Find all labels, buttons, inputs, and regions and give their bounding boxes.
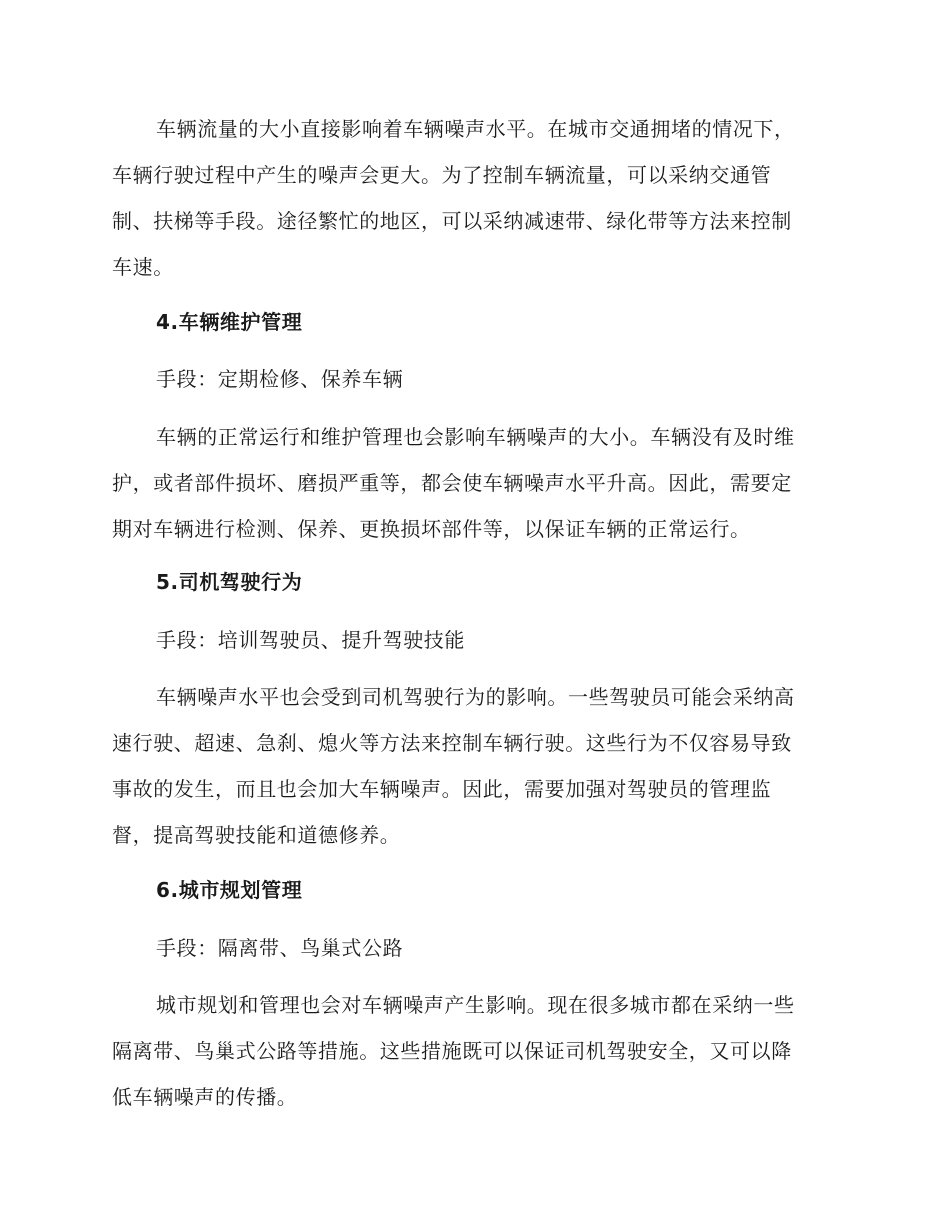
means-text: 手段：定期检修、保养车辆 [156,367,404,391]
paragraph-line: 护，或者部件损坏、磨损严重等，都会使车辆噪声水平升高。因此，需要定 [112,471,792,495]
section-heading-vehicle-maintenance [112,299,832,345]
section-heading-text: 5.司机驾驶行为 [156,570,303,594]
paragraph-line: 车速。 [112,255,174,279]
section-means-driver-behavior [112,617,832,663]
paragraph-driver-behavior [112,674,832,858]
section-means-urban-planning [112,925,832,971]
means-text: 手段：培训驾驶员、提升驾驶技能 [156,628,465,652]
paragraph-vehicle-maintenance [112,414,832,552]
paragraph-traffic-flow [112,106,832,290]
paragraph-urban-planning [112,982,832,1120]
paragraph-line: 车辆的正常运行和维护管理也会影响车辆噪声的大小。车辆没有及时维 [156,425,795,449]
paragraph-line: 督，提高驾驶技能和道德修养。 [112,823,401,847]
paragraph-line: 低车辆噪声的传播。 [112,1085,298,1109]
paragraph-line: 制、扶梯等手段。途径繁忙的地区，可以采纳减速带、绿化带等方法来控制 [112,209,792,233]
means-text: 手段：隔离带、鸟巢式公路 [156,936,404,960]
section-heading-driver-behavior [112,559,832,605]
paragraph-line: 车辆噪声水平也会受到司机驾驶行为的影响。一些驾驶员可能会采纳高 [156,685,795,709]
section-heading-urban-planning [112,867,832,913]
paragraph-line: 城市规划和管理也会对车辆噪声产生影响。现在很多城市都在采纳一些 [156,993,795,1017]
section-heading-text: 4.车辆维护管理 [156,310,303,334]
section-heading-text: 6.城市规划管理 [156,878,303,902]
paragraph-line: 隔离带、鸟巢式公路等措施。这些措施既可以保证司机驾驶安全，又可以降 [112,1039,792,1063]
paragraph-line: 事故的发生，而且也会加大车辆噪声。因此，需要加强对驾驶员的管理监 [112,777,772,801]
paragraph-line: 期对车辆进行检测、保养、更换损坏部件等，以保证车辆的正常运行。 [112,517,751,541]
section-means-vehicle-maintenance [112,356,832,402]
paragraph-line: 车辆流量的大小直接影响着车辆噪声水平。在城市交通拥堵的情况下， [156,117,795,141]
paragraph-line: 车辆行驶过程中产生的噪声会更大。为了控制车辆流量，可以采纳交通管 [112,163,772,187]
paragraph-line: 速行驶、超速、急刹、熄火等方法来控制车辆行驶。这些行为不仅容易导致 [112,731,792,755]
